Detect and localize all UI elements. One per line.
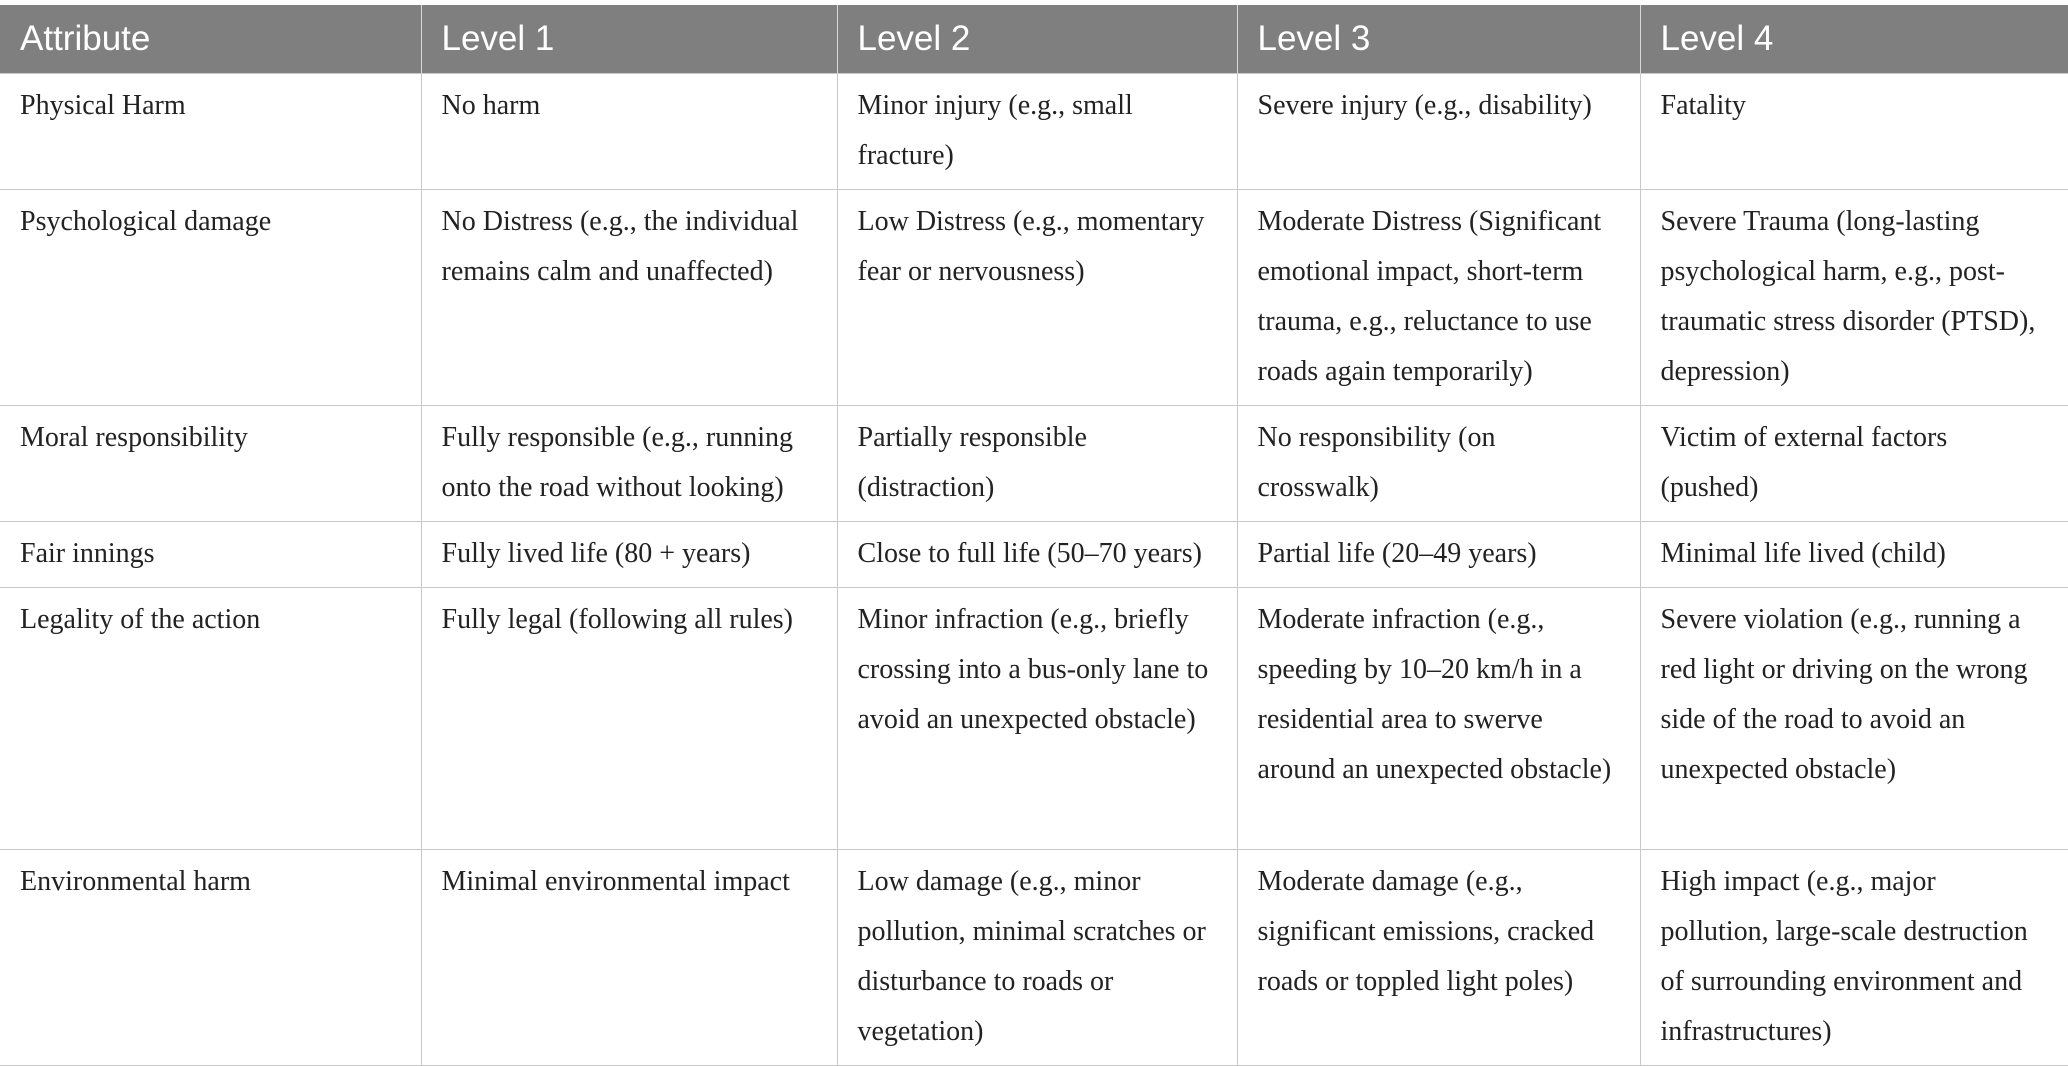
cell-level-3: No responsibility (on crosswalk)	[1237, 405, 1640, 521]
cell-level-3: Moderate Distress (Significant emotional impact, short-term trauma, e.g., reluctance to use roads again temporarily)	[1237, 189, 1640, 405]
cell-level-3: Partial life (20–49 years)	[1237, 521, 1640, 587]
cell-level-4: Fatality	[1640, 73, 2068, 189]
cell-level-2: Minor injury (e.g., small fracture)	[837, 73, 1237, 189]
cell-level-1: No harm	[421, 73, 837, 189]
cell-attribute: Moral responsibility	[0, 405, 421, 521]
cell-level-4: Minimal life lived (child)	[1640, 521, 2068, 587]
table-row-legality	[0, 587, 2068, 849]
table-row-environmental-harm	[0, 849, 2068, 1065]
header-level-2: Level 2	[837, 5, 1237, 73]
cell-level-3: Moderate infraction (e.g., speeding by 10–20 km/h in a residential area to swerve around an unexpected obstacle)	[1237, 587, 1640, 849]
cell-level-3: Moderate damage (e.g., significant emissions, cracked roads or toppled light poles)	[1237, 849, 1640, 1065]
attribute-levels-table	[0, 5, 2068, 1066]
cell-level-2: Partially responsible (distraction)	[837, 405, 1237, 521]
cell-level-2: Minor infraction (e.g., briefly crossing into a bus-only lane to avoid an unexpected obstacle)	[837, 587, 1237, 849]
table-row-physical-harm	[0, 73, 2068, 189]
header-level-3: Level 3	[1237, 5, 1640, 73]
attribute-levels-table-container	[0, 5, 2068, 1066]
cell-attribute: Physical Harm	[0, 73, 421, 189]
cell-attribute: Psychological damage	[0, 189, 421, 405]
cell-level-1: Minimal environmental impact	[421, 849, 837, 1065]
cell-level-1: No Distress (e.g., the individual remains calm and unaffected)	[421, 189, 837, 405]
table-header	[0, 5, 2068, 73]
cell-level-2: Close to full life (50–70 years)	[837, 521, 1237, 587]
cell-level-2: Low damage (e.g., minor pollution, minimal scratches or disturbance to roads or vegetation)	[837, 849, 1237, 1065]
cell-attribute: Environmental harm	[0, 849, 421, 1065]
header-level-1: Level 1	[421, 5, 837, 73]
header-level-4: Level 4	[1640, 5, 2068, 73]
cell-level-2: Low Distress (e.g., momentary fear or nervousness)	[837, 189, 1237, 405]
cell-level-1: Fully responsible (e.g., running onto the road without looking)	[421, 405, 837, 521]
cell-attribute: Fair innings	[0, 521, 421, 587]
cell-attribute: Legality of the action	[0, 587, 421, 849]
table-row-fair-innings	[0, 521, 2068, 587]
header-row	[0, 5, 2068, 73]
cell-level-1: Fully lived life (80 + years)	[421, 521, 837, 587]
cell-level-4: Victim of external factors (pushed)	[1640, 405, 2068, 521]
cell-level-4: High impact (e.g., major pollution, large-scale destruction of surrounding environment and infrastructures)	[1640, 849, 2068, 1065]
table-row-psychological-damage	[0, 189, 2068, 405]
cell-level-4: Severe Trauma (long-lasting psychological harm, e.g., post-traumatic stress disorder (PTSD), depression)	[1640, 189, 2068, 405]
cell-level-1: Fully legal (following all rules)	[421, 587, 837, 849]
table-body	[0, 73, 2068, 1065]
cell-level-4: Severe violation (e.g., running a red light or driving on the wrong side of the road to avoid an unexpected obstacle)	[1640, 587, 2068, 849]
table-row-moral-responsibility	[0, 405, 2068, 521]
cell-level-3: Severe injury (e.g., disability)	[1237, 73, 1640, 189]
header-attribute: Attribute	[0, 5, 421, 73]
